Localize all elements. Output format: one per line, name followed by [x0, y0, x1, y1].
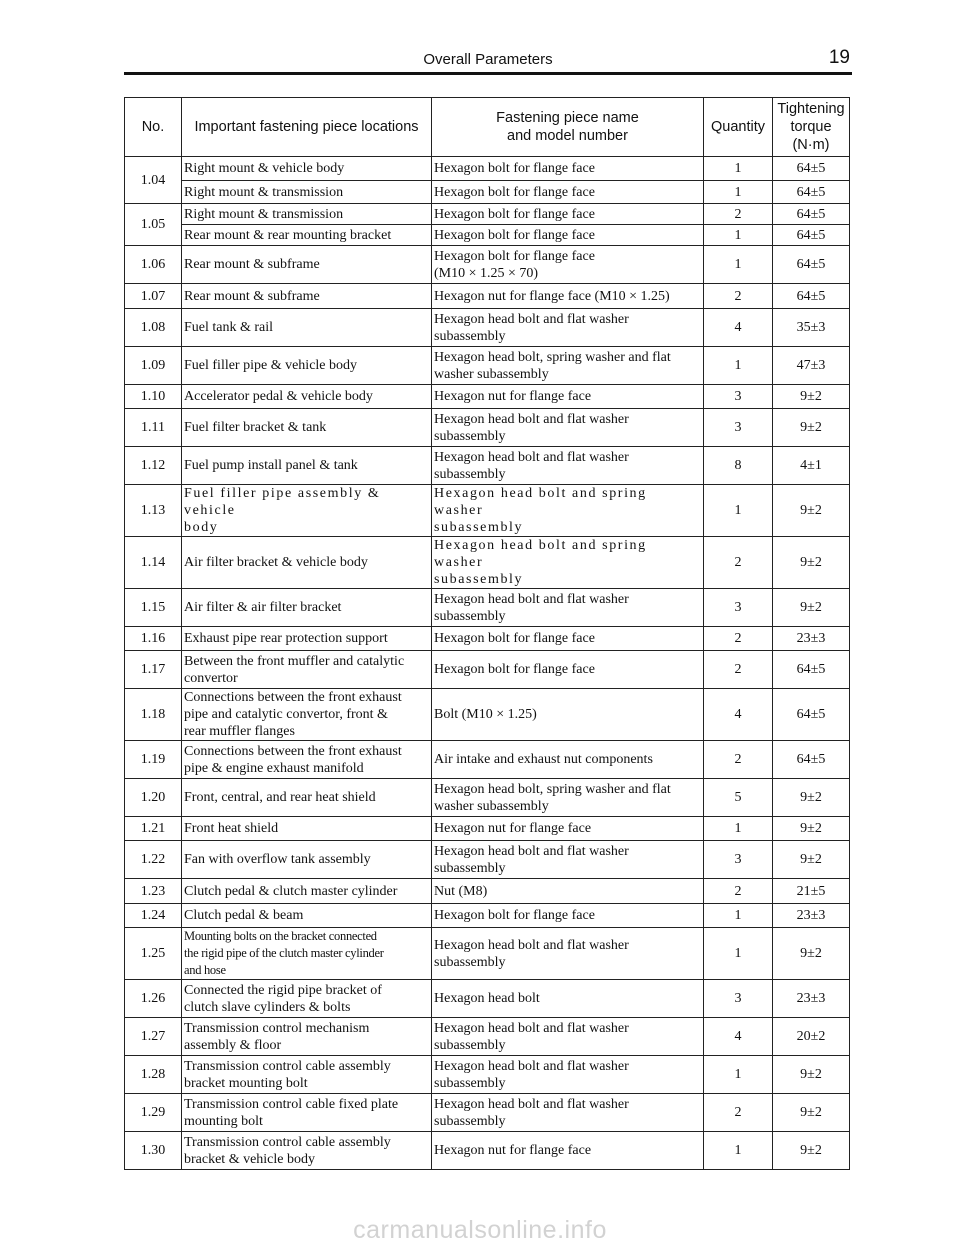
- cell-quantity: 1: [704, 246, 773, 284]
- cell-fastener-name-line: Hexagon nut for flange face: [434, 389, 592, 404]
- column-header-quantity-label: Quantity: [711, 119, 765, 135]
- cell-quantity: 1: [704, 225, 773, 246]
- cell-fastener-name-line: subassembly: [434, 466, 506, 482]
- cell-fastener-name: [432, 409, 704, 447]
- cell-no: 1.27: [125, 1018, 182, 1056]
- cell-fastener-name: [432, 309, 704, 347]
- cell-fastener-name-line: subassembly: [434, 428, 506, 444]
- column-header-name-line: Fastening piece name: [496, 110, 639, 126]
- cell-location-line: Connected the rigid pipe bracket of: [184, 982, 382, 998]
- cell-no: 1.29: [125, 1094, 182, 1132]
- cell-quantity: 2: [704, 651, 773, 689]
- cell-fastener-name: [432, 904, 704, 928]
- cell-no: 1.08: [125, 309, 182, 347]
- cell-location-line: pipe & engine exhaust manifold: [184, 760, 364, 776]
- cell-fastener-name: [432, 284, 704, 309]
- cell-quantity: 1: [704, 1132, 773, 1170]
- cell-torque: 35±3: [773, 309, 850, 347]
- table-row: [125, 309, 850, 347]
- cell-torque: 9±2: [773, 841, 850, 879]
- cell-fastener-name-line: Hexagon bolt for flange face: [434, 631, 595, 646]
- cell-location-line: Front heat shield: [184, 821, 279, 836]
- cell-no: 1.16: [125, 627, 182, 651]
- cell-quantity: 3: [704, 980, 773, 1018]
- cell-torque: 23±3: [773, 627, 850, 651]
- cell-location-line: bracket mounting bolt: [184, 1075, 308, 1091]
- cell-fastener-name-line: (M10 × 1.25 × 70): [434, 265, 539, 281]
- cell-location-line: Between the front muffler and catalytic: [184, 653, 405, 669]
- cell-quantity: 4: [704, 1018, 773, 1056]
- table-row: [125, 204, 850, 225]
- cell-location: [182, 1132, 432, 1170]
- cell-no: 1.22: [125, 841, 182, 879]
- cell-location-line: and hose: [184, 963, 226, 977]
- cell-location: [182, 589, 432, 627]
- table-row: [125, 225, 850, 246]
- cell-location-line: Rear mount & subframe: [184, 257, 320, 272]
- cell-fastener-name: [432, 246, 704, 284]
- cell-location: [182, 447, 432, 485]
- cell-torque: 9±2: [773, 385, 850, 409]
- cell-fastener-name: [432, 980, 704, 1018]
- cell-location: [182, 181, 432, 204]
- cell-fastener-name: [432, 157, 704, 181]
- table-row: [125, 447, 850, 485]
- column-header-torque-line: torque: [790, 119, 832, 135]
- cell-location: [182, 904, 432, 928]
- cell-location: [182, 879, 432, 904]
- table-row: [125, 741, 850, 779]
- cell-no: 1.26: [125, 980, 182, 1018]
- cell-location: [182, 225, 432, 246]
- cell-location-line: assembly & floor: [184, 1037, 282, 1053]
- cell-fastener-name: [432, 627, 704, 651]
- cell-torque: 47±3: [773, 347, 850, 385]
- table-row: [125, 589, 850, 627]
- cell-fastener-name-line: subassembly: [434, 860, 506, 876]
- cell-location: [182, 1094, 432, 1132]
- page-number: 19: [828, 47, 850, 68]
- table-row: [125, 651, 850, 689]
- page-title: Overall Parameters: [423, 51, 553, 68]
- cell-fastener-name: [432, 589, 704, 627]
- cell-no: 1.10: [125, 385, 182, 409]
- cell-fastener-name-line: subassembly: [434, 572, 524, 587]
- cell-fastener-name: [432, 1056, 704, 1094]
- cell-no: 1.19: [125, 741, 182, 779]
- cell-location-line: Exhaust pipe rear protection support: [184, 631, 388, 646]
- cell-location-line: Connections between the front exhaust: [184, 743, 402, 759]
- cell-torque: 9±2: [773, 589, 850, 627]
- cell-location: [182, 204, 432, 225]
- cell-fastener-name: [432, 1132, 704, 1170]
- cell-quantity: 1: [704, 1056, 773, 1094]
- cell-fastener-name-line: Air intake and exhaust nut components: [434, 752, 653, 767]
- cell-quantity: 1: [704, 181, 773, 204]
- cell-fastener-name-line: Hexagon bolt for flange face: [434, 161, 595, 176]
- cell-no: 1.28: [125, 1056, 182, 1094]
- cell-quantity: 1: [704, 485, 773, 537]
- cell-fastener-name: [432, 485, 704, 537]
- cell-no: 1.24: [125, 904, 182, 928]
- cell-torque: 23±3: [773, 904, 850, 928]
- cell-fastener-name-line: Hexagon head bolt and flat washer: [434, 1096, 629, 1112]
- cell-location-line: Mounting bolts on the bracket connected: [184, 929, 377, 943]
- column-header-no-label: No.: [141, 119, 165, 135]
- table-row: [125, 779, 850, 817]
- cell-location: [182, 980, 432, 1018]
- table-row: [125, 817, 850, 841]
- table-body: [125, 157, 850, 1170]
- cell-quantity: 3: [704, 385, 773, 409]
- cell-location-line: Right mount & transmission: [184, 206, 344, 222]
- cell-location-line: Transmission control cable assembly: [184, 1058, 391, 1074]
- column-header-no: [125, 98, 182, 157]
- cell-location-line: Air filter & air filter bracket: [184, 600, 342, 615]
- cell-location: [182, 841, 432, 879]
- cell-torque: 64±5: [773, 204, 850, 225]
- cell-fastener-name: [432, 928, 704, 980]
- cell-torque: 9±2: [773, 1094, 850, 1132]
- cell-torque: 9±2: [773, 779, 850, 817]
- header-row: [125, 98, 850, 157]
- cell-torque: 9±2: [773, 1132, 850, 1170]
- cell-torque: 4±1: [773, 447, 850, 485]
- cell-location-line: the rigid pipe of the clutch master cylinder: [184, 946, 384, 960]
- cell-no: 1.13: [125, 485, 182, 537]
- cell-fastener-name-line: Hexagon head bolt and flat washer: [434, 1058, 629, 1074]
- cell-no: 1.30: [125, 1132, 182, 1170]
- cell-no: 1.05: [125, 204, 182, 246]
- cell-fastener-name-line: Bolt (M10 × 1.25): [434, 707, 537, 722]
- cell-location: [182, 246, 432, 284]
- cell-location-line: bracket & vehicle body: [184, 1151, 316, 1167]
- cell-fastener-name-line: subassembly: [434, 520, 524, 535]
- cell-fastener-name: [432, 879, 704, 904]
- cell-torque: 20±2: [773, 1018, 850, 1056]
- cell-location: [182, 409, 432, 447]
- cell-fastener-name: [432, 779, 704, 817]
- cell-fastener-name-line: Hexagon bolt for flange face: [434, 227, 595, 243]
- cell-location-line: Clutch pedal & beam: [184, 908, 304, 923]
- cell-location: [182, 347, 432, 385]
- cell-quantity: 2: [704, 537, 773, 589]
- table-row: [125, 485, 850, 537]
- cell-no: 1.04: [125, 157, 182, 204]
- cell-quantity: 5: [704, 779, 773, 817]
- table-row: [125, 841, 850, 879]
- column-header-torque: [773, 98, 850, 157]
- cell-fastener-name: [432, 537, 704, 589]
- table-row: [125, 879, 850, 904]
- cell-no: 1.11: [125, 409, 182, 447]
- cell-location-line: mounting bolt: [184, 1113, 263, 1129]
- cell-fastener-name-line: washer subassembly: [434, 366, 549, 382]
- cell-location-line: Fuel filler pipe & vehicle body: [184, 358, 358, 373]
- cell-no: 1.18: [125, 689, 182, 741]
- cell-location: [182, 817, 432, 841]
- cell-location-line: Fuel filter bracket & tank: [184, 420, 327, 435]
- cell-fastener-name-line: Hexagon bolt for flange face: [434, 184, 595, 200]
- header-rule: [124, 72, 852, 75]
- cell-torque: 64±5: [773, 741, 850, 779]
- cell-fastener-name-line: Hexagon bolt for flange face: [434, 662, 595, 677]
- cell-fastener-name-line: subassembly: [434, 608, 506, 624]
- cell-fastener-name-line: Hexagon head bolt and flat washer: [434, 591, 629, 607]
- cell-fastener-name: [432, 651, 704, 689]
- cell-location-line: convertor: [184, 670, 238, 686]
- cell-quantity: 1: [704, 347, 773, 385]
- cell-fastener-name: [432, 817, 704, 841]
- table-row: [125, 284, 850, 309]
- cell-torque: 9±2: [773, 409, 850, 447]
- cell-no: 1.23: [125, 879, 182, 904]
- column-header-quantity: [704, 98, 773, 157]
- cell-location: [182, 627, 432, 651]
- cell-location-line: Right mount & transmission: [184, 184, 344, 200]
- cell-torque: 64±5: [773, 689, 850, 741]
- column-header-location: [182, 98, 432, 157]
- cell-fastener-name-line: Hexagon head bolt: [434, 991, 540, 1006]
- cell-location: [182, 689, 432, 741]
- table-row: [125, 689, 850, 741]
- cell-torque: 64±5: [773, 651, 850, 689]
- cell-no: 1.09: [125, 347, 182, 385]
- table-row: [125, 409, 850, 447]
- cell-quantity: 1: [704, 817, 773, 841]
- cell-quantity: 2: [704, 1094, 773, 1132]
- cell-no: 1.15: [125, 589, 182, 627]
- cell-fastener-name-line: Hexagon nut for flange face: [434, 821, 592, 836]
- table-row: [125, 385, 850, 409]
- cell-torque: 64±5: [773, 225, 850, 246]
- cell-fastener-name-line: subassembly: [434, 1113, 506, 1129]
- table-row: [125, 928, 850, 980]
- cell-location-line: Rear mount & subframe: [184, 288, 320, 304]
- cell-quantity: 2: [704, 284, 773, 309]
- table-row: [125, 1132, 850, 1170]
- cell-quantity: 2: [704, 879, 773, 904]
- table-row: [125, 246, 850, 284]
- table-header: [125, 98, 850, 157]
- cell-location-line: body: [184, 520, 219, 535]
- table-row: [125, 980, 850, 1018]
- cell-quantity: 2: [704, 741, 773, 779]
- column-header-name-line: and model number: [507, 128, 628, 144]
- cell-location-line: Transmission control cable fixed plate: [184, 1096, 399, 1112]
- cell-location: [182, 1018, 432, 1056]
- column-header-location-label: Important fastening piece locations: [194, 119, 419, 135]
- cell-no: 1.25: [125, 928, 182, 980]
- table-row: [125, 181, 850, 204]
- cell-location-line: clutch slave cylinders & bolts: [184, 999, 351, 1015]
- cell-no: 1.17: [125, 651, 182, 689]
- cell-location: [182, 309, 432, 347]
- table-row: [125, 157, 850, 181]
- page-header: [124, 48, 852, 72]
- cell-quantity: 3: [704, 841, 773, 879]
- cell-location-line: Transmission control cable assembly: [184, 1134, 391, 1150]
- cell-location: [182, 284, 432, 309]
- cell-location: [182, 385, 432, 409]
- cell-fastener-name-line: Hexagon bolt for flange face: [434, 206, 595, 222]
- table-row: [125, 627, 850, 651]
- cell-quantity: 3: [704, 409, 773, 447]
- cell-location-line: Connections between the front exhaust: [184, 690, 402, 705]
- cell-quantity: 2: [704, 627, 773, 651]
- cell-fastener-name-line: Hexagon head bolt and flat washer: [434, 843, 629, 859]
- cell-location-line: Front, central, and rear heat shield: [184, 790, 376, 805]
- cell-location-line: Fuel filler pipe assembly & vehicle: [184, 486, 381, 518]
- cell-fastener-name: [432, 741, 704, 779]
- cell-fastener-name-line: subassembly: [434, 1075, 506, 1091]
- cell-torque: 9±2: [773, 537, 850, 589]
- cell-location-line: Air filter bracket & vehicle body: [184, 555, 368, 570]
- cell-quantity: 3: [704, 589, 773, 627]
- cell-location: [182, 741, 432, 779]
- table-row: [125, 347, 850, 385]
- cell-quantity: 1: [704, 157, 773, 181]
- cell-fastener-name: [432, 1094, 704, 1132]
- cell-torque: 64±5: [773, 181, 850, 204]
- cell-fastener-name: [432, 225, 704, 246]
- cell-quantity: 2: [704, 204, 773, 225]
- cell-torque: 64±5: [773, 157, 850, 181]
- cell-location: [182, 157, 432, 181]
- column-header-name: [432, 98, 704, 157]
- cell-fastener-name-line: subassembly: [434, 328, 506, 344]
- table-row: [125, 1094, 850, 1132]
- cell-no: 1.14: [125, 537, 182, 589]
- cell-location-line: Right mount & vehicle body: [184, 161, 345, 176]
- cell-fastener-name: [432, 385, 704, 409]
- cell-location: [182, 1056, 432, 1094]
- cell-quantity: 1: [704, 904, 773, 928]
- cell-fastener-name: [432, 181, 704, 204]
- cell-fastener-name-line: Hexagon bolt for flange face: [434, 908, 595, 923]
- cell-fastener-name-line: Hexagon head bolt, spring washer and flat: [434, 349, 671, 365]
- cell-no: 1.12: [125, 447, 182, 485]
- cell-fastener-name-line: subassembly: [434, 1037, 506, 1053]
- table-row: [125, 1018, 850, 1056]
- cell-torque: 9±2: [773, 1056, 850, 1094]
- cell-fastener-name-line: Hexagon head bolt and spring washer: [434, 538, 647, 570]
- column-header-torque-line: (N·m): [792, 137, 830, 153]
- cell-location: [182, 485, 432, 537]
- cell-quantity: 4: [704, 309, 773, 347]
- cell-location-line: Fuel pump install panel & tank: [184, 458, 358, 473]
- cell-fastener-name-line: Hexagon head bolt and flat washer: [434, 449, 629, 465]
- cell-fastener-name-line: washer subassembly: [434, 798, 549, 814]
- cell-fastener-name: [432, 204, 704, 225]
- cell-location-line: rear muffler flanges: [184, 724, 295, 739]
- cell-fastener-name-line: Hexagon head bolt and flat washer: [434, 937, 629, 953]
- cell-fastener-name-line: Hexagon head bolt, spring washer and flat: [434, 781, 671, 797]
- cell-fastener-name: [432, 689, 704, 741]
- cell-fastener-name: [432, 447, 704, 485]
- cell-no: 1.20: [125, 779, 182, 817]
- cell-fastener-name-line: Hexagon head bolt and flat washer: [434, 1020, 629, 1036]
- cell-location: [182, 537, 432, 589]
- cell-quantity: 1: [704, 928, 773, 980]
- cell-torque: 21±5: [773, 879, 850, 904]
- cell-fastener-name-line: Hexagon nut for flange face (M10 × 1.25): [434, 288, 670, 304]
- column-header-torque-line: Tightening: [777, 101, 845, 117]
- cell-torque: 9±2: [773, 817, 850, 841]
- table-row: [125, 1056, 850, 1094]
- cell-location: [182, 779, 432, 817]
- cell-fastener-name: [432, 1018, 704, 1056]
- cell-quantity: 8: [704, 447, 773, 485]
- cell-torque: 64±5: [773, 246, 850, 284]
- cell-fastener-name: [432, 841, 704, 879]
- cell-location-line: Fan with overflow tank assembly: [184, 852, 371, 867]
- cell-torque: 64±5: [773, 284, 850, 309]
- fastening-torque-table: [124, 97, 850, 1170]
- cell-fastener-name-line: Nut (M8): [434, 883, 488, 899]
- cell-torque: 9±2: [773, 928, 850, 980]
- cell-fastener-name-line: Hexagon bolt for flange face: [434, 248, 595, 264]
- cell-fastener-name-line: Hexagon head bolt and spring washer: [434, 486, 647, 518]
- cell-fastener-name-line: subassembly: [434, 954, 506, 970]
- cell-fastener-name-line: Hexagon nut for flange face: [434, 1143, 592, 1158]
- cell-no: 1.21: [125, 817, 182, 841]
- cell-location-line: pipe and catalytic convertor, front &: [184, 707, 388, 722]
- cell-location-line: Rear mount & rear mounting bracket: [184, 227, 392, 243]
- cell-location: [182, 928, 432, 980]
- cell-location-line: Clutch pedal & clutch master cylinder: [184, 883, 398, 899]
- cell-no: 1.06: [125, 246, 182, 284]
- cell-no: 1.07: [125, 284, 182, 309]
- cell-quantity: 4: [704, 689, 773, 741]
- cell-location: [182, 651, 432, 689]
- watermark: carmanualsonline.info: [353, 1216, 607, 1244]
- cell-location-line: Fuel tank & rail: [184, 320, 274, 335]
- cell-fastener-name-line: Hexagon head bolt and flat washer: [434, 311, 629, 327]
- cell-torque: 23±3: [773, 980, 850, 1018]
- table-row: [125, 537, 850, 589]
- cell-location-line: Accelerator pedal & vehicle body: [184, 389, 373, 404]
- table-row: [125, 904, 850, 928]
- cell-torque: 9±2: [773, 485, 850, 537]
- cell-location-line: Transmission control mechanism: [184, 1020, 370, 1036]
- cell-fastener-name-line: Hexagon head bolt and flat washer: [434, 411, 629, 427]
- cell-fastener-name: [432, 347, 704, 385]
